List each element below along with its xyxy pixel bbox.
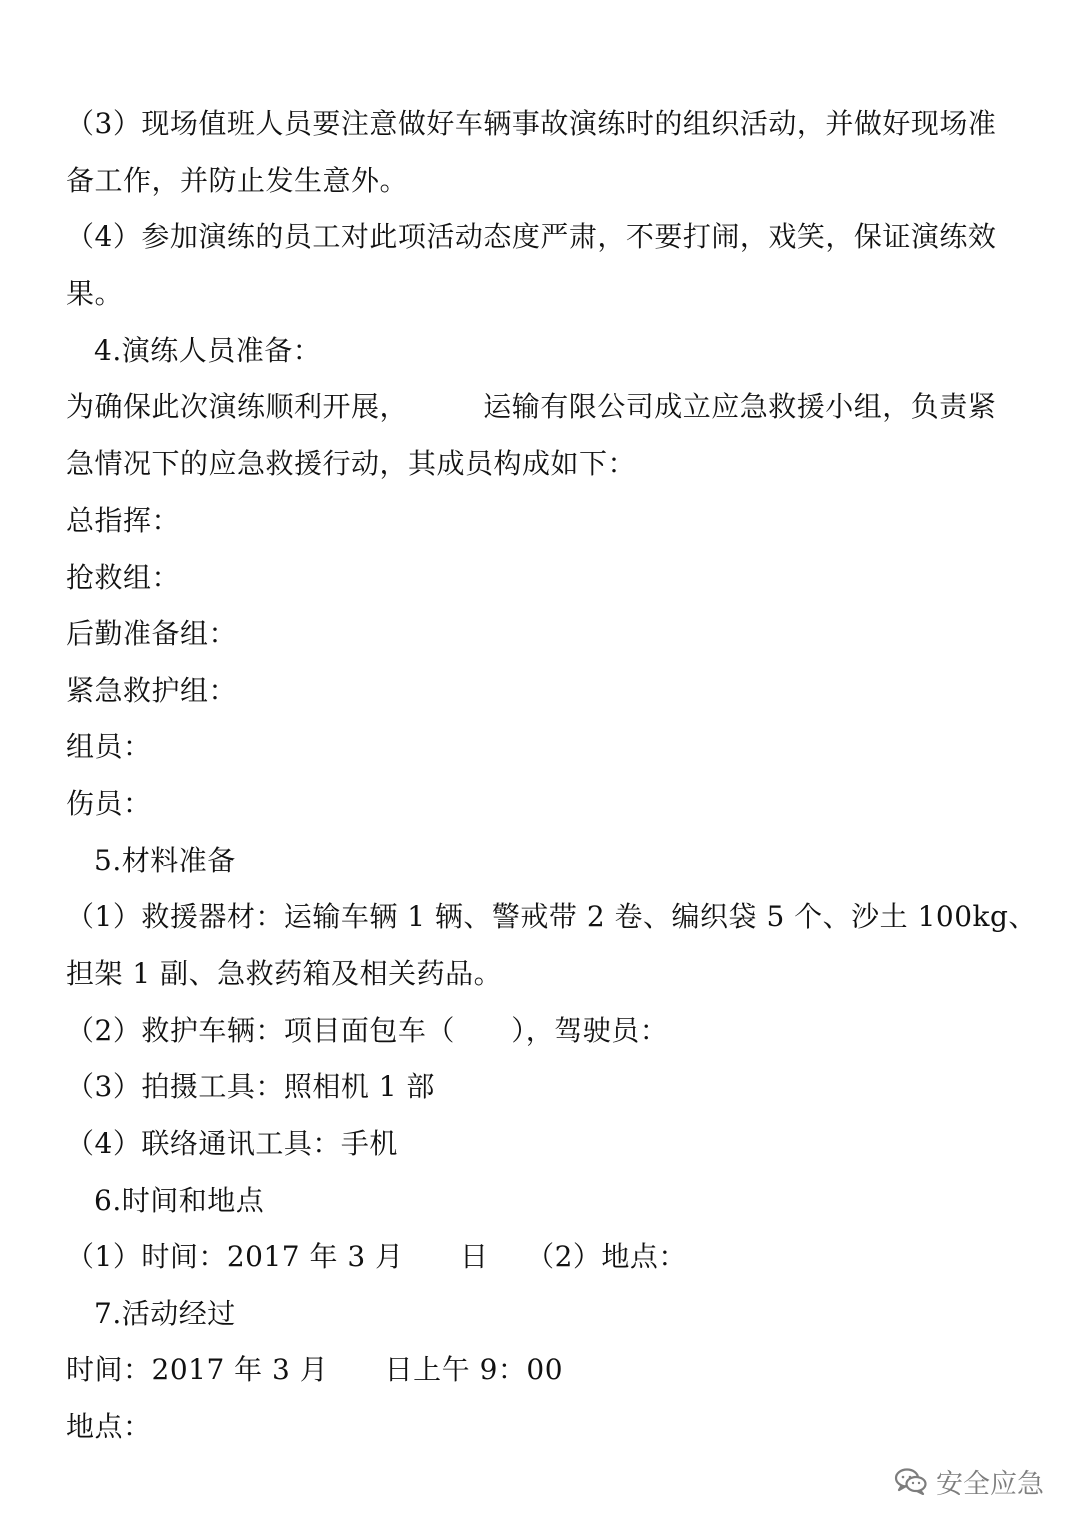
section-heading: 4.演练人员准备： [94, 334, 322, 367]
section-heading: 6.时间和地点 [94, 1184, 265, 1217]
watermark-text: 安全应急 [936, 1468, 1044, 1500]
paragraph-line: （3）现场值班人员要注意做好车辆事故演练时的组织活动，并做好现场准 [66, 107, 997, 140]
list-item: （2）救护车辆：项目面包车（ ），驾驶员： [66, 1014, 669, 1047]
role-line: 紧急救护组： [66, 674, 238, 707]
role-line: 伤员： [66, 787, 152, 820]
paragraph-line: 为确保此次演练顺利开展， 运输有限公司成立应急救援小组，负责紧 [66, 390, 997, 423]
list-item: （4）联络通讯工具：手机 [66, 1127, 398, 1160]
paragraph-line: 地点： [66, 1410, 152, 1443]
paragraph-line: 备工作，并防止发生意外。 [66, 164, 409, 197]
paragraph-line: 急情况下的应急救援行动，其成员构成如下： [66, 447, 637, 480]
paragraph-line: 时间：2017 年 3 月 日上午 9：00 [66, 1353, 564, 1386]
list-item: （1）救援器材：运输车辆 1 辆、警戒带 2 卷、编织袋 5 个、沙土 100kg、 [66, 900, 1037, 933]
paragraph-line: 果。 [66, 277, 124, 310]
section-heading: 7.活动经过 [94, 1297, 236, 1330]
list-item: （3）拍摄工具：照相机 1 部 [66, 1070, 435, 1103]
role-line: 后勤准备组： [66, 617, 238, 650]
role-line: 总指挥： [66, 504, 181, 537]
role-line: 组员： [66, 730, 152, 763]
role-line: 抢救组： [66, 561, 181, 594]
paragraph-line: （4）参加演练的员工对此项活动态度严肃，不要打闹，戏笑，保证演练效 [66, 220, 997, 253]
wechat-chat-bubble-icon [894, 1467, 928, 1495]
list-item: （1）时间：2017 年 3 月 日 （2）地点： [66, 1240, 687, 1273]
list-item-continuation: 担架 1 副、急救药箱及相关药品。 [66, 957, 503, 990]
section-heading: 5.材料准备 [94, 844, 236, 877]
watermark [894, 1459, 1044, 1503]
